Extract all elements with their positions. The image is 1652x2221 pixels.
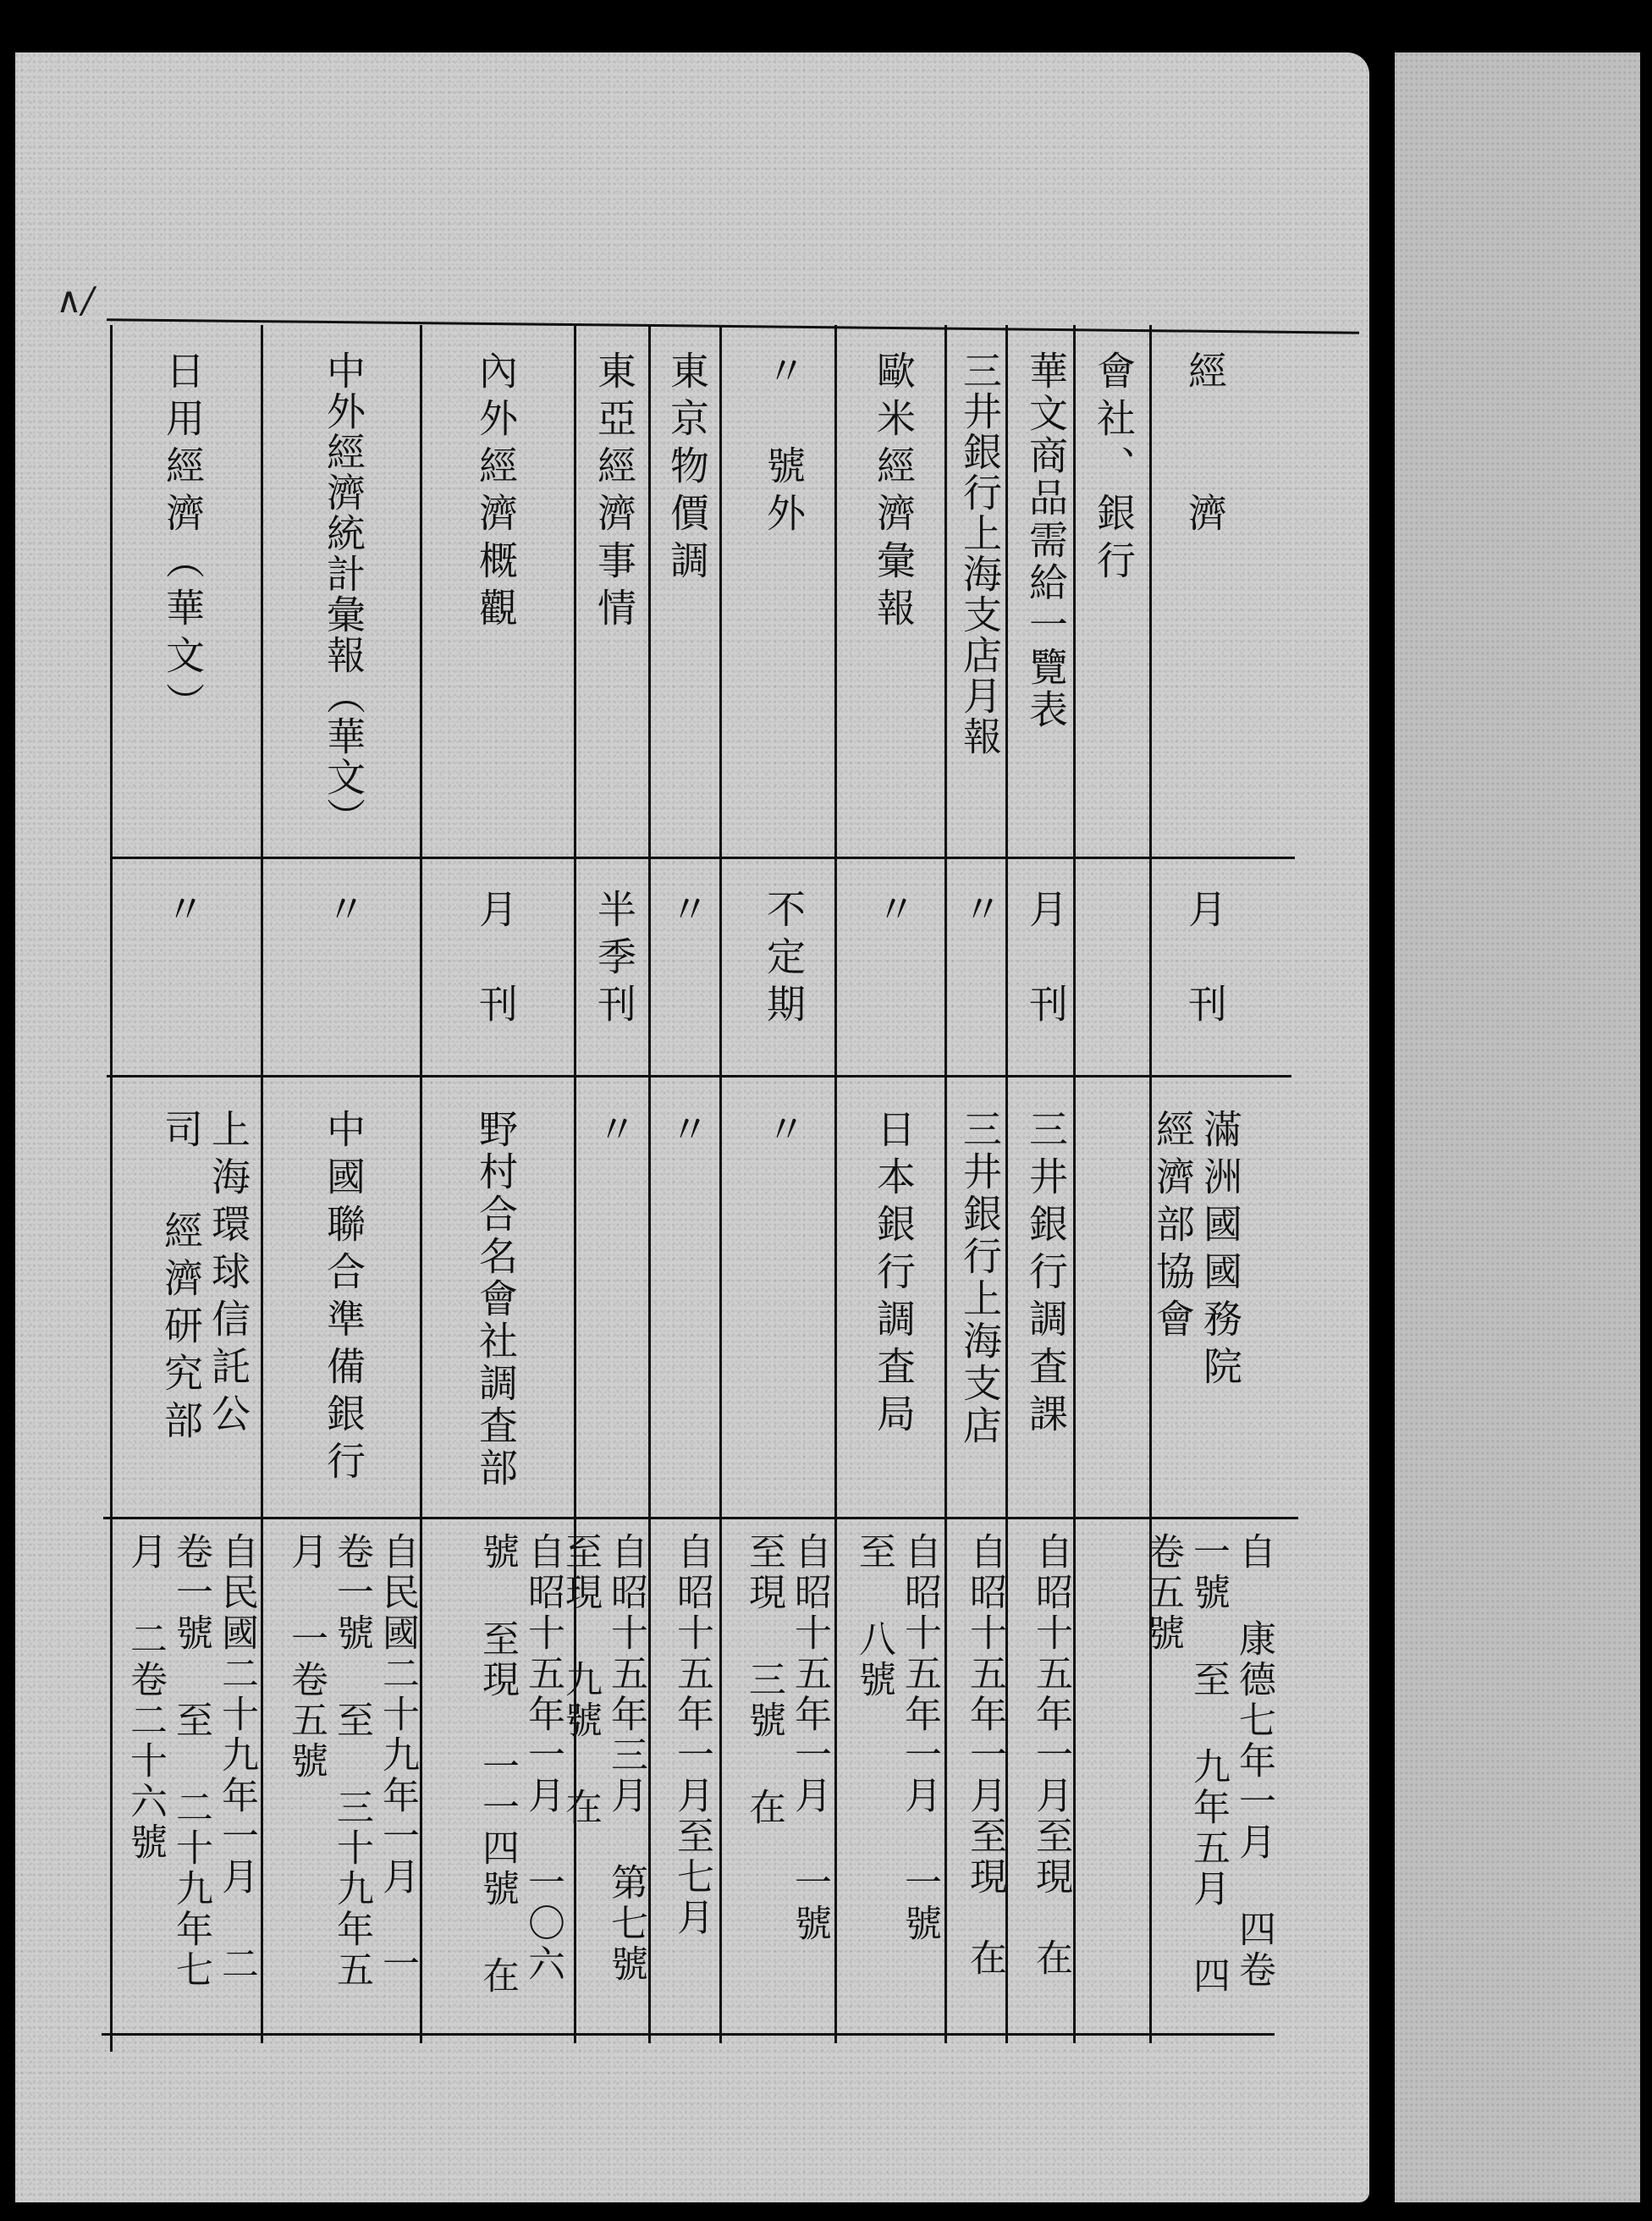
row-5-frequency: 不定期 (761, 889, 807, 1031)
row-1-title: 會社、銀行 (1091, 350, 1137, 587)
row-0-frequency: 月 刊 (1182, 889, 1228, 1031)
row-0-title: 經 濟 (1182, 350, 1228, 540)
row-7-title: 東亞經濟事情 (592, 350, 637, 635)
table-row-rule-1 (110, 857, 1295, 859)
row-3-publisher: 三井銀行上海支店 (957, 1109, 1003, 1447)
row-6-frequency: 〃 (664, 889, 710, 936)
column-rule (261, 325, 263, 2043)
row-6-period: 自昭十五年一月至七月 (670, 1532, 713, 1938)
column-rule (1073, 325, 1076, 2043)
table-row-rule-3 (103, 1517, 1298, 1519)
document-page (15, 52, 1369, 2202)
row-8-publisher: 野村合名會社調査部 (473, 1109, 519, 1490)
column-rule (648, 325, 651, 2043)
column-rule (834, 325, 837, 2043)
row-5-publisher: 〃 (761, 1109, 807, 1156)
row-5-title: 〃 號外 (761, 350, 807, 540)
row-10-frequency: 〃 (160, 889, 206, 936)
column-rule (719, 325, 722, 2043)
row-9-frequency: 〃 (321, 889, 366, 936)
row-4-period: 自昭十五年一月 一號 至 八號 (852, 1532, 941, 1944)
column-rule (944, 325, 947, 2043)
table-row-rule-2 (107, 1075, 1291, 1077)
row-8-frequency: 月 刊 (473, 889, 519, 1031)
row-9-period: 自民國二十九年一月 一卷一號 至 三十九年五月 一卷五號 (284, 1532, 419, 1991)
row-9-title: 中外經濟統計彙報（華文） (321, 350, 366, 838)
row-10-period: 自民國二十九年一月 二卷一號 至 二十九年七月 二卷二十六號 (124, 1532, 258, 1991)
column-rule (110, 325, 113, 2052)
row-7-publisher: 〃 (592, 1109, 637, 1156)
row-3-frequency: 〃 (957, 889, 1003, 936)
row-5-period: 自昭十五年一月 一號 至現 三號 在 (742, 1532, 831, 1944)
row-2-period: 自昭十五年一月至現 在 (1029, 1532, 1072, 1979)
row-6-publisher: 〃 (664, 1109, 710, 1156)
row-9-publisher: 中國聯合準備銀行 (321, 1109, 366, 1488)
row-4-frequency: 〃 (871, 889, 917, 936)
row-6-title: 東京物價調 (664, 350, 710, 587)
row-4-publisher: 日本銀行調査局 (871, 1109, 917, 1441)
row-2-publisher: 三井銀行調査課 (1023, 1109, 1069, 1441)
table-top-rule (107, 318, 1359, 333)
row-0-period: 自 康德七年一月 四卷一號 至 九年五月 四卷五號 (1141, 1532, 1275, 1997)
row-7-period: 自昭十五年三月 第七號 至現 九號 在 (559, 1532, 647, 1985)
row-0-publisher: 滿洲國國務院 經濟部協會 (1150, 1109, 1243, 1393)
page-mark: ∧/ (56, 279, 94, 321)
row-2-frequency: 月 刊 (1023, 889, 1069, 1031)
row-2-title: 華文商品需給一覽表 (1023, 350, 1069, 731)
column-rule (420, 325, 422, 2043)
row-3-title: 三井銀行上海支店月報 (957, 350, 1003, 757)
row-8-title: 內外經濟概觀 (473, 350, 519, 635)
row-8-period: 自昭十五年一月 一〇六號 至現 一一四號 在 (476, 1532, 564, 1997)
row-3-period: 自昭十五年一月至現 在 (963, 1532, 1006, 1979)
row-10-publisher: 上海環球信託公司 經濟研究部 (158, 1109, 251, 1447)
row-4-title: 歐米經濟彙報 (871, 350, 917, 635)
table-bottom-rule (102, 2033, 1275, 2036)
row-7-frequency: 半季刊 (592, 889, 637, 1031)
row-10-title: 日用經濟（華文） (160, 350, 206, 730)
next-page-edge (1395, 52, 1640, 2202)
